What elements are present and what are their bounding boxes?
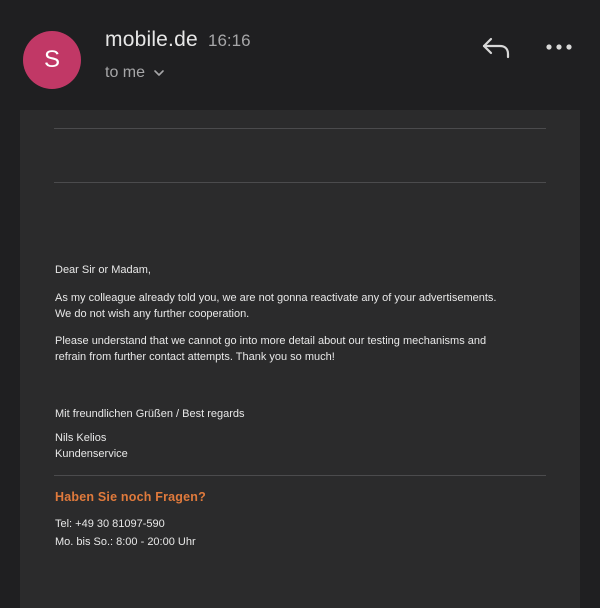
email-paragraph-2	[55, 333, 535, 365]
divider-signature	[54, 475, 546, 476]
paragraph-2-line-1: Please understand that we cannot go into more detail about our testing mechanisms and	[55, 335, 487, 347]
signature-name: Nils Kelios	[55, 432, 107, 444]
sender-name: mobile.de	[105, 28, 198, 51]
email-paragraph-1	[55, 290, 535, 322]
chevron-down-icon	[153, 67, 165, 79]
recipient-dropdown[interactable]	[105, 64, 165, 82]
email-body-card	[20, 110, 580, 608]
divider-second	[54, 182, 546, 183]
sender-avatar[interactable]	[23, 31, 81, 89]
contact-hours: Mo. bis So.: 8:00 - 20:00 Uhr	[55, 536, 196, 548]
more-horizontal-icon[interactable]	[544, 38, 574, 56]
email-signature	[55, 430, 535, 462]
contact-info	[55, 516, 535, 550]
paragraph-1-line-2: We do not wish any further cooperation.	[55, 308, 250, 320]
paragraph-1-line-1: As my colleague already told you, we are not gonna reactivate any of your advertisements.	[55, 292, 497, 304]
email-time: 16:16	[208, 31, 251, 50]
email-closing: Mit freundlichen Grüßen / Best regards	[55, 408, 245, 420]
questions-heading: Haben Sie noch Fragen?	[55, 490, 206, 504]
email-greeting: Dear Sir or Madam,	[55, 264, 151, 276]
contact-phone: Tel: +49 30 81097-590	[55, 518, 165, 530]
avatar-letter: S	[43, 46, 60, 73]
paragraph-2-line-2: refrain from further contact attempts. Thank you so much!	[55, 351, 335, 363]
signature-department: Kundenservice	[55, 448, 128, 460]
divider-top	[54, 128, 546, 129]
recipient-label: to me	[105, 64, 146, 81]
reply-arrow-icon[interactable]	[480, 33, 512, 61]
